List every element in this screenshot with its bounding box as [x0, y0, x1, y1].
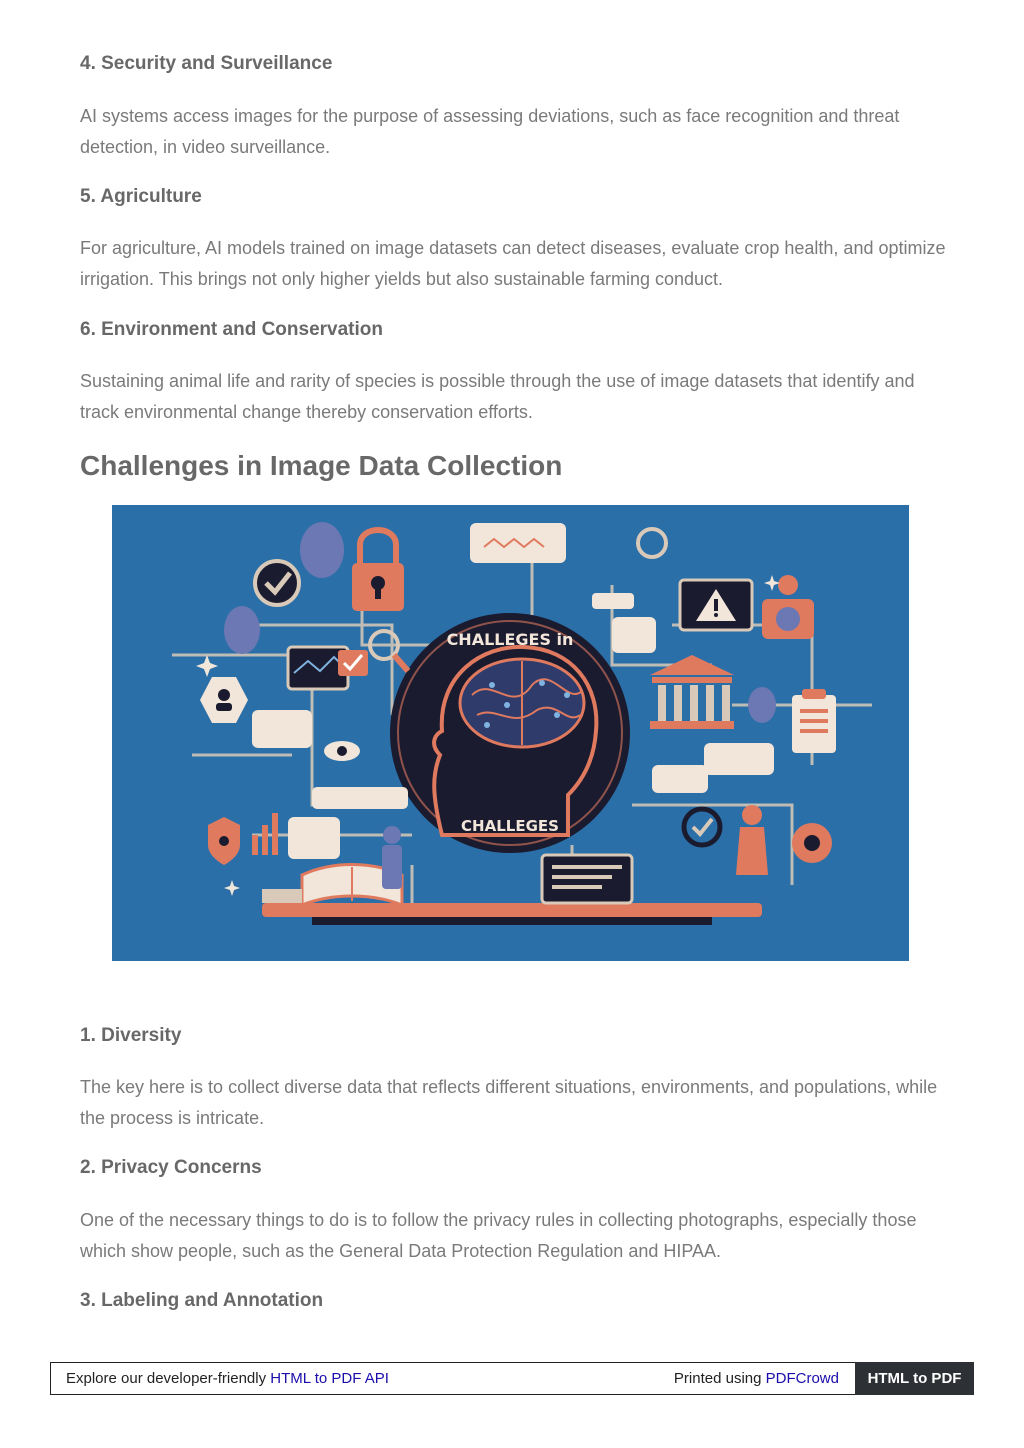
footer-explore-text: Explore our developer-friendly: [66, 1370, 271, 1387]
footer-printed: [674, 1370, 839, 1387]
checkmark-icon: [255, 561, 299, 605]
eye-icon: [324, 741, 360, 761]
footer-printed-text: Printed using: [673, 1370, 766, 1387]
laptop-icon: [542, 855, 632, 903]
html-to-pdf-api-link[interactable]: HTML to PDF API: [270, 1370, 389, 1387]
warning-icon: [680, 580, 752, 630]
html-to-pdf-badge[interactable]: HTML to PDF: [855, 1362, 974, 1395]
section-text-environment: Sustaining animal life and rarity of species is possible through the use of image datasets that identify and track environmental change thereby conservation efforts.: [80, 371, 915, 422]
illustration-svg: [112, 505, 909, 961]
section-heading-security: 4. Security and Surveillance: [80, 53, 333, 74]
challenges-heading: Challenges in Image Data Collection: [80, 450, 563, 481]
section-heading-privacy: 2. Privacy Concerns: [80, 1157, 262, 1178]
section-heading-agriculture: 5. Agriculture: [80, 186, 202, 207]
section-text-diversity: The key here is to collect diverse data that reflects different situations, environments, and populations, while the process is intricate.: [80, 1077, 938, 1128]
pdf-footer: [50, 1362, 974, 1395]
section-text-security: AI systems access images for the purpose of assessing deviations, such as face recognition and threat detection, in video surveillance.: [80, 106, 900, 157]
section-heading-environment: 6. Environment and Conservation: [80, 319, 383, 340]
circle-bottom-label: CHALLEGES: [461, 817, 559, 835]
section-heading-labeling: 3. Labeling and Annotation: [80, 1290, 324, 1311]
challenges-illustration: [112, 505, 909, 961]
pdfcrowd-link[interactable]: PDFCrowd: [765, 1370, 839, 1387]
section-text-privacy: One of the necessary things to do is to follow the privacy rules in collecting photographs, especially those which show people, such as the General Data Protection Regulation and HIPAA.: [80, 1210, 917, 1261]
section-text-agriculture: For agriculture, AI models trained on image datasets can detect diseases, evaluate crop health, and optimize irrigation. This brings not only higher yields but also sustainable farming conduct.: [80, 238, 946, 289]
section-heading-diversity: 1. Diversity: [80, 1025, 182, 1046]
footer-explore: [66, 1370, 389, 1387]
circle-top-label: CHALLEGES in: [446, 630, 574, 649]
clipboard-icon: [792, 689, 836, 753]
